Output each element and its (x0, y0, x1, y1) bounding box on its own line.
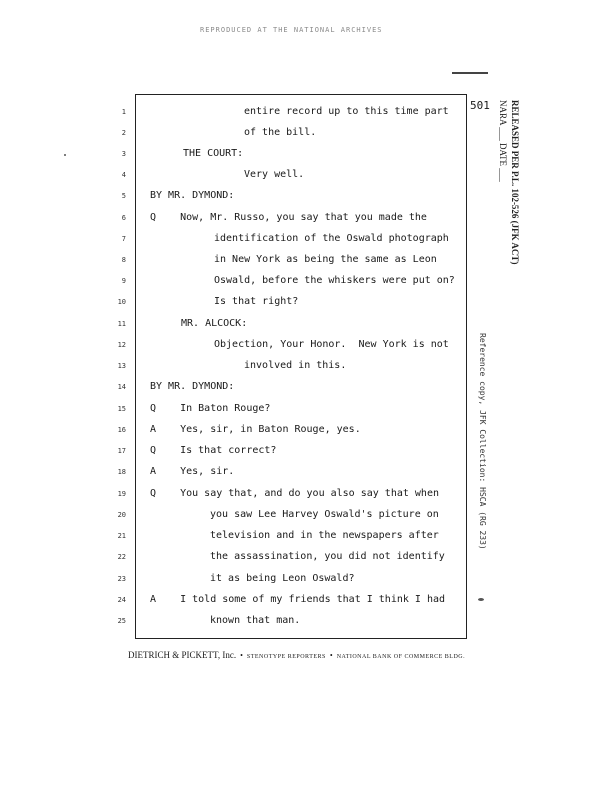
transcript-line: known that man. (210, 615, 301, 626)
transcript-line: involved in this. (244, 360, 347, 371)
transcript-line: of the bill. (244, 127, 317, 138)
line-number: 8 (121, 256, 126, 264)
transcript-line: you saw Lee Harvey Oswald's picture on (210, 509, 439, 520)
line-number: 17 (117, 447, 126, 455)
line-number: 9 (121, 277, 126, 285)
footer (128, 650, 465, 660)
transcript-line: Is that right? (214, 296, 299, 307)
top-mark (452, 72, 488, 74)
line-number: 11 (117, 320, 126, 328)
answer-line: A Yes, sir, in Baton Rouge, yes. (150, 424, 361, 435)
line-number: 6 (121, 214, 126, 222)
line-number: 18 (117, 468, 126, 476)
line-number: 13 (117, 362, 126, 370)
line-number: 12 (117, 341, 126, 349)
reference-note: Reference copy, JFK Collection: HSCA (RG 233) (478, 333, 487, 550)
line-number: 24 (117, 596, 126, 604)
answer-line: A I told some of my friends that I think I had (150, 594, 446, 605)
scan-speck (478, 598, 484, 601)
line-number: 19 (117, 490, 126, 498)
line-number: 25 (117, 617, 126, 625)
reporter-firm: DIETRICH & PICKETT, Inc. (128, 650, 237, 660)
line-number: 10 (117, 298, 126, 306)
line-number: 1 (121, 108, 126, 116)
line-number: 23 (117, 575, 126, 583)
question-line: Q In Baton Rouge? (150, 403, 271, 414)
footer-separator: • (327, 651, 335, 660)
line-number: 22 (117, 553, 126, 561)
speaker-label: MR. ALCOCK: (181, 318, 248, 329)
line-number: 3 (121, 150, 126, 158)
transcript-line: identification of the Oswald photograph (214, 233, 449, 244)
transcript-line: Very well. (244, 169, 305, 180)
line-number: 2 (121, 129, 126, 137)
line-number: 21 (117, 532, 126, 540)
footer-separator: • (238, 651, 245, 660)
line-number: 4 (121, 171, 126, 179)
firm-address: NATIONAL BANK OF COMMERCE BLDG. (336, 654, 466, 660)
line-number: 20 (117, 511, 126, 519)
transcript-line: Oswald, before the whiskers were put on? (214, 275, 455, 286)
stenotype-label: STENOTYPE REPORTERS (246, 654, 326, 660)
line-number: 15 (117, 405, 126, 413)
transcript-line: entire record up to this time part (244, 106, 449, 117)
question-line: Q You say that, and do you also say that when (150, 488, 439, 499)
transcript-line: it as being Leon Oswald? (210, 573, 355, 584)
line-number: 7 (121, 235, 126, 243)
line-number: 16 (117, 426, 126, 434)
transcript-line: in New York as being the same as Leon (214, 254, 437, 265)
question-line: Q Is that correct? (150, 445, 277, 456)
transcript-line: television and in the newspapers after (210, 530, 439, 541)
archives-header-stamp: REPRODUCED AT THE NATIONAL ARCHIVES (200, 26, 383, 34)
examiner-label: BY MR. DYMOND: (150, 381, 235, 392)
release-stamp: RELEASED PER P.L. 102-526 (JFK ACT) (510, 100, 520, 265)
nara-date-stamp: NARA ___ DATE ___ (498, 100, 508, 182)
transcript-line: Objection, Your Honor. New York is not (214, 339, 449, 350)
line-number: 5 (121, 192, 126, 200)
answer-line: A Yes, sir. (150, 466, 235, 477)
transcript-line: the assassination, you did not identify (210, 551, 445, 562)
speaker-label: THE COURT: (183, 148, 244, 159)
page-number: 501 (470, 99, 490, 112)
question-line: Q Now, Mr. Russo, you say that you made the (150, 212, 427, 223)
scan-speck (64, 154, 66, 156)
line-number: 14 (117, 383, 126, 391)
examiner-label: BY MR. DYMOND: (150, 190, 235, 201)
